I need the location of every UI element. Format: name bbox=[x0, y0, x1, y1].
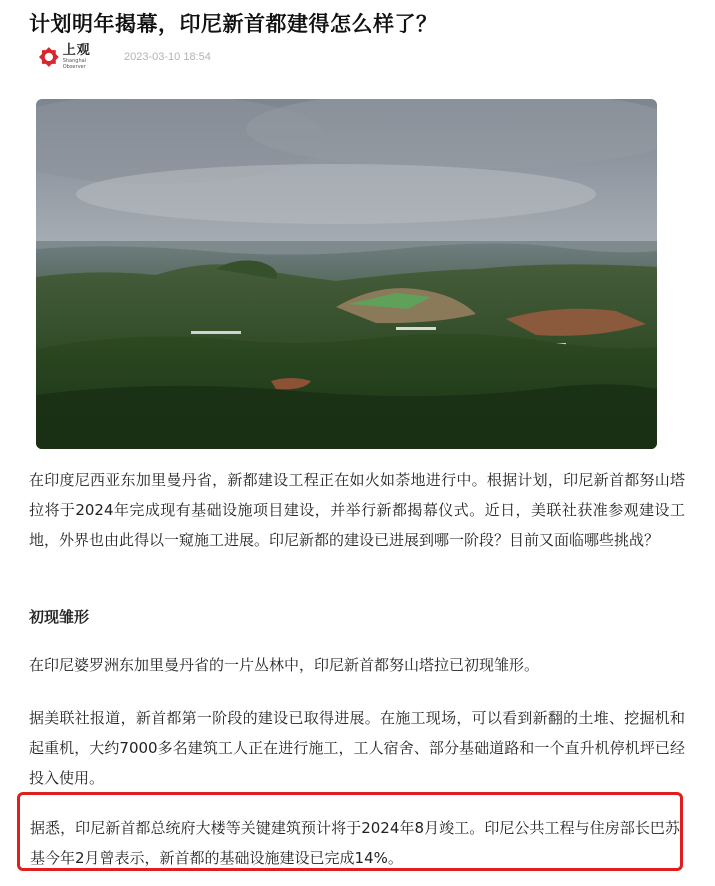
section-heading: 初现雏形 bbox=[29, 608, 90, 626]
article-meta bbox=[38, 43, 211, 71]
body-paragraph-3: 据美联社报道，新首都第一阶段的建设已取得进展。在施工现场，可以看到新翻的土堆、挖掘机和起重机，大约7000多名建筑工人正在进行施工，工人宿舍、部分基础道路和一个直升机停机坪已经投入使用。 bbox=[29, 709, 685, 787]
shanghai-observer-logo-icon bbox=[38, 46, 60, 68]
body-paragraph-highlighted: 据悉，印尼新首都总统府大楼等关键建筑预计将于2024年8月竣工。印尼公共工程与住房部长巴苏基今年2月曾表示，新首都的基础设施建设已完成14%。 bbox=[30, 819, 680, 867]
body-paragraph-intro: 在印度尼西亚东加里曼丹省，新都建设工程正在如火如荼地进行中。根据计划，印尼新首都努山塔拉将于2024年完成现有基础设施项目建设，并举行新都揭幕仪式。近日，美联社获准参观建设工地，外界也由此得以一窥施工进展。印尼新都的建设已进展到哪一阶段？目前又面临哪些挑战？ bbox=[29, 471, 685, 549]
article-photo bbox=[36, 99, 657, 449]
body-paragraph-2: 在印尼婆罗洲东加里曼丹省的一片丛林中，印尼新首都努山塔拉已初现雏形。 bbox=[29, 656, 540, 674]
logo-wordmark: 上观 bbox=[62, 43, 91, 58]
landscape-photo bbox=[36, 99, 657, 449]
source-logo[interactable] bbox=[38, 43, 110, 71]
logo-subtext: Shanghai Observer bbox=[62, 58, 87, 70]
publish-date: 2023-03-10 18:54 bbox=[124, 51, 211, 63]
article-title: 计划明年揭幕，印尼新首都建得怎么样了？ bbox=[29, 12, 438, 36]
